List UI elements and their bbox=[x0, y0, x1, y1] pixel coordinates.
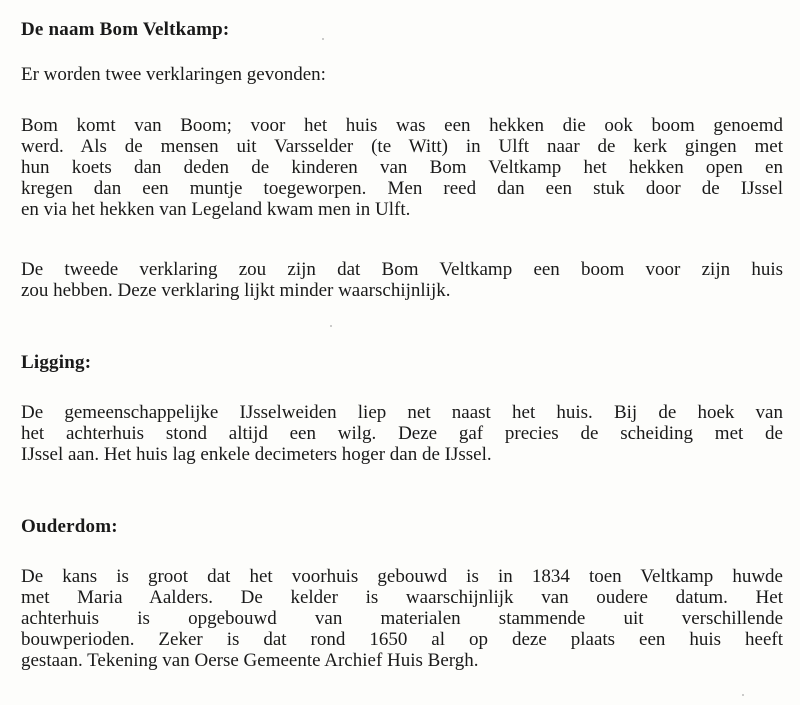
text-line: IJssel aan. Het huis lag enkele decimeters hoger dan de IJssel. bbox=[21, 444, 492, 465]
text-line: bouwperioden. Zeker is dat rond 1650 al op deze plaats een huis heeft bbox=[21, 629, 783, 650]
heading-ligging: Ligging: bbox=[21, 352, 92, 373]
text-line: De gemeenschappelijke IJsselweiden liep net naast het huis. Bij de hoek van bbox=[21, 402, 783, 423]
paragraph-ouderdom bbox=[21, 566, 783, 671]
scan-speck bbox=[742, 694, 744, 696]
heading-ouderdom: Ouderdom: bbox=[21, 516, 118, 537]
text-line: Er worden twee verklaringen gevonden: bbox=[21, 64, 326, 85]
heading-naam: De naam Bom Veltkamp: bbox=[21, 19, 230, 40]
text-line: De kans is groot dat het voorhuis gebouwd is in 1834 toen Veltkamp huwde bbox=[21, 566, 783, 587]
text-line: zou hebben. Deze verklaring lijkt minder waarschijnlijk. bbox=[21, 280, 451, 301]
text-line: De tweede verklaring zou zijn dat Bom Veltkamp een boom voor zijn huis bbox=[21, 259, 783, 280]
text-line: werd. Als de mensen uit Varsselder (te Witt) in Ulft naar de kerk gingen met bbox=[21, 136, 783, 157]
text-line: Bom komt van Boom; voor het huis was een hekken die ook boom genoemd bbox=[21, 115, 783, 136]
scan-speck bbox=[330, 325, 332, 327]
text-line: kregen dan een muntje toegeworpen. Men reed dan een stuk door de IJssel bbox=[21, 178, 783, 199]
text-line: gestaan. Tekening van Oerse Gemeente Archief Huis Bergh. bbox=[21, 650, 479, 671]
text-line: het achterhuis stond altijd een wilg. Deze gaf precies de scheiding met de bbox=[21, 423, 783, 444]
scan-speck bbox=[322, 38, 324, 40]
text-line: met Maria Aalders. De kelder is waarschijnlijk van oudere datum. Het bbox=[21, 587, 783, 608]
paragraph-naam-1 bbox=[21, 115, 783, 220]
text-line: hun koets dan deden de kinderen van Bom Veltkamp het hekken open en bbox=[21, 157, 783, 178]
intro-text bbox=[21, 64, 783, 85]
text-line: en via het hekken van Legeland kwam men in Ulft. bbox=[21, 199, 411, 220]
paragraph-ligging bbox=[21, 402, 783, 465]
text-line: achterhuis is opgebouwd van materialen stammende uit verschillende bbox=[21, 608, 783, 629]
paragraph-naam-2 bbox=[21, 259, 783, 301]
